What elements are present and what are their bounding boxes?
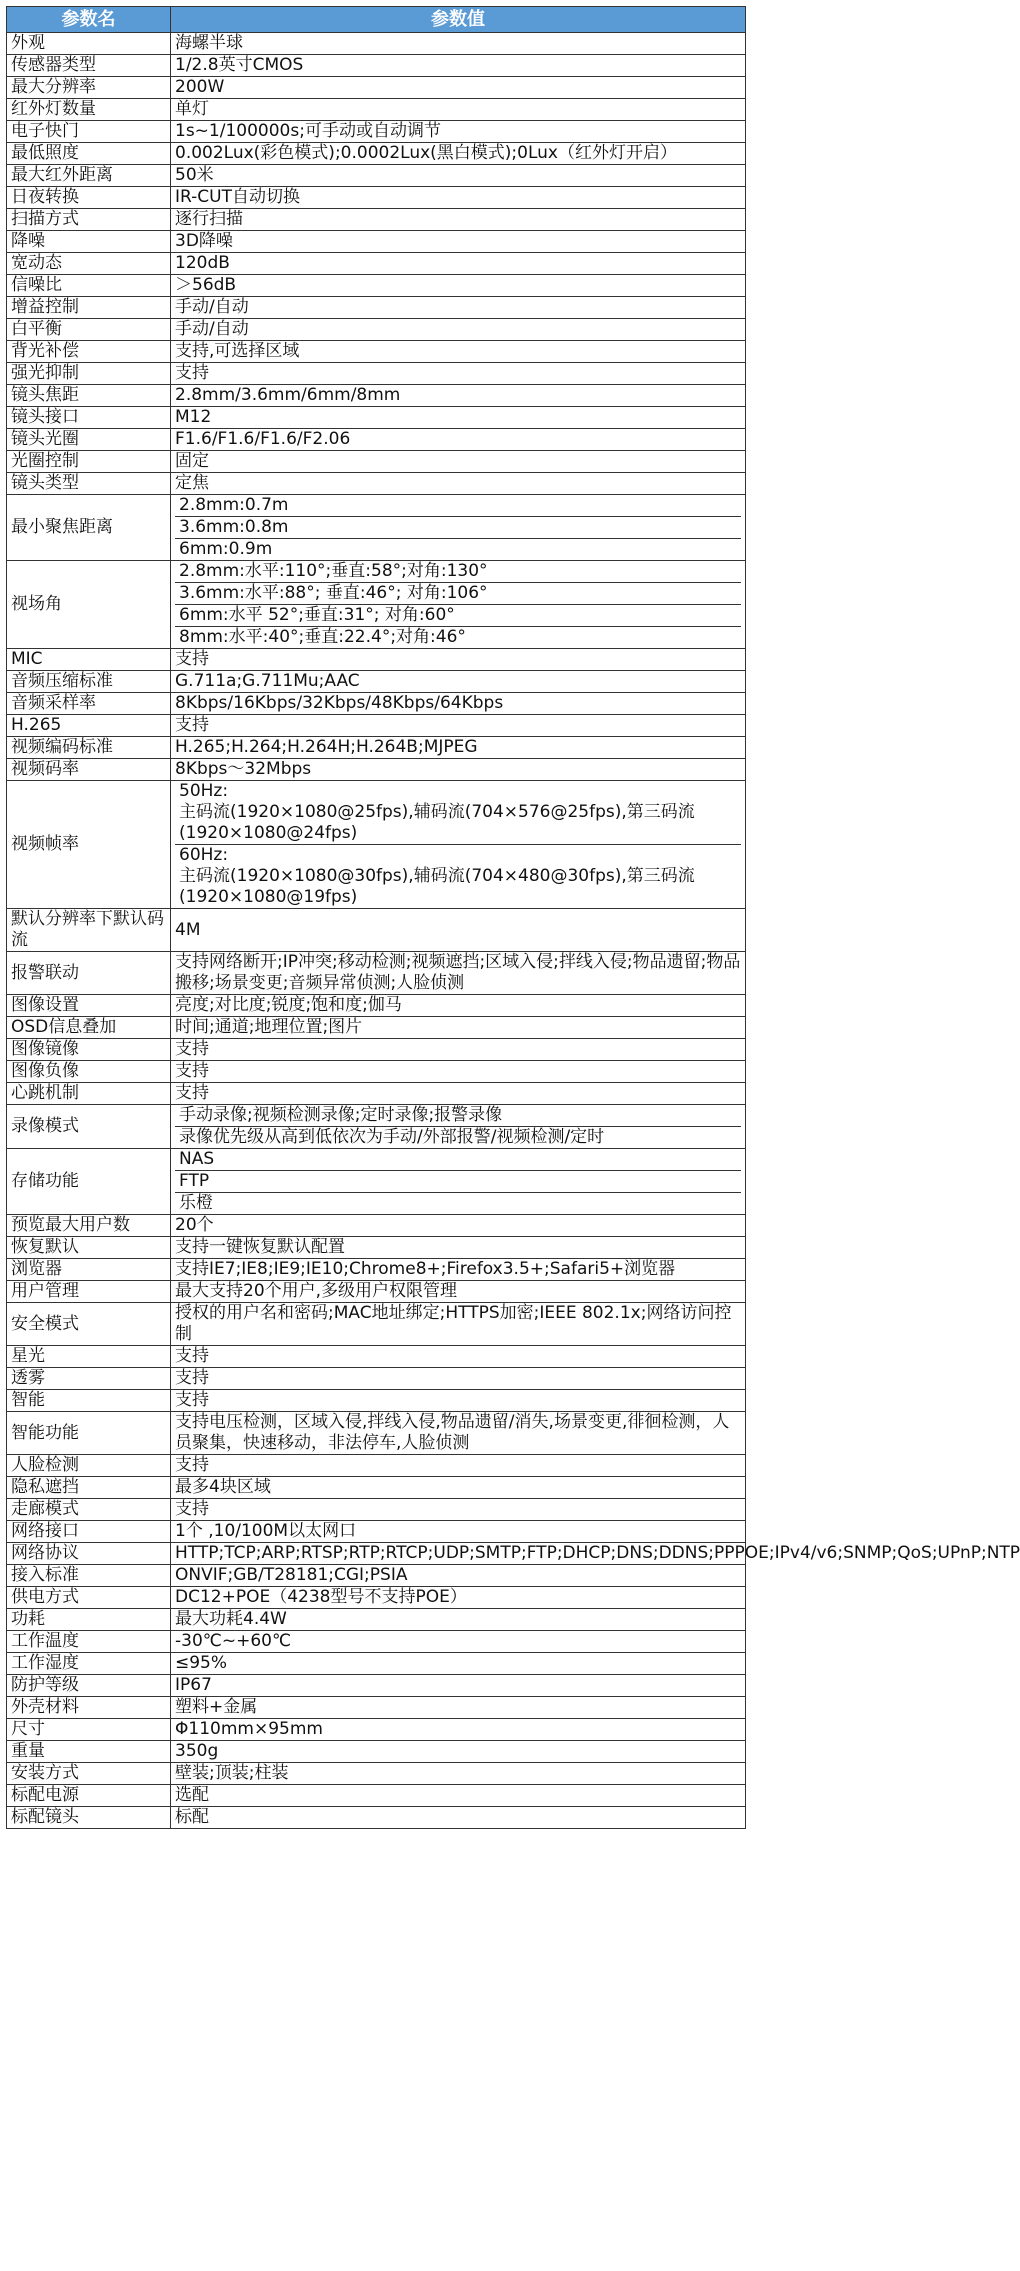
param-name: 信噪比 [7,275,171,297]
param-name: 报警联动 [7,952,171,995]
param-value-line: 海螺半球 [175,33,243,53]
param-value-line: 手动录像;视频检测录像;定时录像;报警录像 [179,1105,503,1125]
param-value-line: 0.002Lux(彩色模式);0.0002Lux(黑白模式);0Lux（红外灯开启） [175,143,677,163]
param-value [171,1807,746,1829]
spec-table [6,6,1020,1829]
param-value-line: 手动/自动 [175,297,249,317]
param-value-line: 支持 [175,649,209,669]
param-value-line: 1s~1/100000s;可手动或自动调节 [175,121,441,141]
param-name: 背光补偿 [7,341,171,363]
table-row [7,1455,746,1477]
table-row [7,473,746,495]
table-row [7,715,746,737]
param-name: 标配电源 [7,1785,171,1807]
param-name: 最大分辨率 [7,77,171,99]
param-value-line: 2.8mm:水平:110°;垂直:58°;对角:130° [179,561,488,581]
param-name: 标配镜头 [7,1807,171,1829]
table-row [7,952,746,995]
param-value [171,33,746,55]
param-name: 网络协议 [7,1543,171,1565]
param-value [171,1303,746,1346]
param-value [171,55,746,77]
param-name: 日夜转换 [7,187,171,209]
param-value [171,1631,746,1653]
param-name: 功耗 [7,1609,171,1631]
param-value-line: 20个 [175,1215,214,1235]
param-name: 最大红外距离 [7,165,171,187]
param-name: 外观 [7,33,171,55]
table-row [7,1215,746,1237]
param-value [171,1609,746,1631]
table-row [7,909,746,952]
table-row [7,1390,746,1412]
param-value-line: IP67 [175,1675,212,1695]
param-value [171,319,746,341]
table-row [7,561,746,649]
table-row [7,1763,746,1785]
param-value-line: 授权的用户名和密码;MAC地址绑定;HTTPS加密;IEEE 802.1x;网络访问控制 [175,1303,732,1344]
param-value [171,693,746,715]
param-value [171,995,746,1017]
param-name: 尺寸 [7,1719,171,1741]
param-value-line: 50米 [175,165,214,185]
param-value [171,1083,746,1105]
table-row [7,995,746,1017]
param-value-line: -30℃~+60℃ [175,1631,292,1651]
param-name: 宽动态 [7,253,171,275]
param-name: 外壳材料 [7,1697,171,1719]
param-value-line: 60Hz: 主码流(1920×1080@30fps),辅码流(704×480@30fps),第三码流(1920×1080@19fps) [175,844,741,908]
param-value [171,1237,746,1259]
param-name: 用户管理 [7,1281,171,1303]
param-value-line: H.265;H.264;H.264H;H.264B;MJPEG [175,737,478,757]
param-value-line: 亮度;对比度;锐度;饱和度;伽马 [175,995,402,1015]
param-value-line: ≤95% [175,1653,228,1673]
param-value [171,1697,746,1719]
param-value [171,341,746,363]
table-row [7,1303,746,1346]
param-value [171,1719,746,1741]
param-name: 镜头接口 [7,407,171,429]
param-value-line: 6mm:0.9m [175,538,741,560]
table-row [7,1741,746,1763]
param-value-line: 2.8mm:0.7m [179,495,289,515]
param-name: 视频码率 [7,759,171,781]
table-row [7,1653,746,1675]
param-value-line: 50Hz: 主码流(1920×1080@25fps),辅码流(704×576@25fps),第三码流(1920×1080@24fps) [179,781,695,843]
table-row [7,253,746,275]
param-name: 接入标准 [7,1565,171,1587]
param-value [171,187,746,209]
table-row [7,341,746,363]
param-value-line: 固定 [175,451,209,471]
param-value [171,715,746,737]
param-value [171,952,746,995]
param-name: 增益控制 [7,297,171,319]
param-value-line: 最多4块区域 [175,1477,271,1497]
param-value-line: NAS [179,1149,215,1169]
table-row [7,319,746,341]
param-value-line: 时间;通道;地理位置;图片 [175,1017,363,1037]
table-row [7,649,746,671]
param-value-line: 选配 [175,1785,209,1805]
param-value [171,781,746,909]
param-value-line: DC12+POE（4238型号不支持POE） [175,1587,467,1607]
table-row [7,143,746,165]
spec-table-body [7,33,1020,1829]
table-row [7,363,746,385]
param-value [171,909,746,952]
param-name: 智能 [7,1390,171,1412]
param-name: 电子快门 [7,121,171,143]
param-value-line: 手动/自动 [175,319,249,339]
param-value-line: IR-CUT自动切换 [175,187,300,207]
param-name: 音频采样率 [7,693,171,715]
table-row [7,781,746,909]
table-row [7,1039,746,1061]
param-value [171,1543,1020,1565]
param-value-line: 3.6mm:0.8m [175,516,741,538]
table-row [7,1017,746,1039]
table-row [7,1565,746,1587]
param-name: 智能功能 [7,1412,171,1455]
param-name: 隐私遮挡 [7,1477,171,1499]
param-value-line: ＞56dB [175,275,237,295]
param-value-line: 壁装;顶装;柱装 [175,1763,289,1783]
param-value-line: 1/2.8英寸CMOS [175,55,304,75]
param-value-line: 8mm:水平:40°;垂直:22.4°;对角:46° [175,626,741,648]
table-row [7,1346,746,1368]
param-value [171,1061,746,1083]
table-row [7,1609,746,1631]
param-name: 最小聚焦距离 [7,495,171,561]
param-name-header: 参数名 [7,7,171,33]
param-value-line: 支持 [175,1390,209,1410]
table-row [7,1105,746,1149]
table-row [7,1543,746,1565]
param-name: 工作温度 [7,1631,171,1653]
param-name: 工作湿度 [7,1653,171,1675]
table-row [7,693,746,715]
param-value [171,759,746,781]
param-value-line: 3.6mm:水平:88°; 垂直:46°; 对角:106° [175,582,741,604]
param-value [171,561,746,649]
param-value-line: 支持 [175,1039,209,1059]
param-value [171,77,746,99]
param-value [171,1281,746,1303]
table-row [7,165,746,187]
param-name: MIC [7,649,171,671]
table-row [7,99,746,121]
param-value [171,1017,746,1039]
param-value-line: 单灯 [175,99,209,119]
param-name: H.265 [7,715,171,737]
table-row [7,121,746,143]
param-value [171,121,746,143]
table-row [7,297,746,319]
param-value-line: FTP [175,1170,741,1192]
param-value [171,1259,746,1281]
table-header-row [7,7,746,33]
param-value-line: 标配 [175,1807,209,1827]
param-value-line: 8Kbps/16Kbps/32Kbps/48Kbps/64Kbps [175,693,504,713]
param-name: 录像模式 [7,1105,171,1149]
param-value [171,165,746,187]
param-value-line: 6mm:水平 52°;垂直:31°; 对角:60° [175,604,741,626]
param-value [171,1215,746,1237]
table-row [7,451,746,473]
param-value-line: 录像优先级从高到低依次为手动/外部报警/视频检测/定时 [175,1126,741,1148]
param-value-line: 支持IE7;IE8;IE9;IE10;Chrome8+;Firefox3.5+;Safari5+浏览器 [175,1259,676,1279]
param-value-line: 3D降噪 [175,231,233,251]
param-value [171,253,746,275]
param-value-line: 支持 [175,363,209,383]
param-value-line: 200W [175,77,225,97]
param-value-line: 支持 [175,1061,209,1081]
table-row [7,1259,746,1281]
table-row [7,187,746,209]
param-value-line: G.711a;G.711Mu;AAC [175,671,360,691]
param-value [171,1785,746,1807]
param-value-line: 逐行扫描 [175,209,243,229]
table-row [7,1237,746,1259]
table-row [7,495,746,561]
param-value [171,1390,746,1412]
param-value-line: 支持 [175,1368,209,1388]
table-row [7,385,746,407]
param-value-line: 2.8mm/3.6mm/6mm/8mm [175,385,401,405]
param-value [171,429,746,451]
param-value [171,671,746,693]
param-name: 镜头类型 [7,473,171,495]
param-value [171,1346,746,1368]
param-name: 安装方式 [7,1763,171,1785]
param-value-line: 支持 [175,1499,209,1519]
param-value [171,385,746,407]
param-value-line: 120dB [175,253,230,273]
param-value-line: 定焦 [175,473,209,493]
param-value-line: F1.6/F1.6/F1.6/F2.06 [175,429,351,449]
table-row [7,1412,746,1455]
param-value [171,1149,746,1215]
table-row [7,1368,746,1390]
param-name: 降噪 [7,231,171,253]
table-row [7,33,746,55]
table-row [7,1083,746,1105]
param-value [171,297,746,319]
param-name: 图像镜像 [7,1039,171,1061]
param-name: 浏览器 [7,1259,171,1281]
param-value-line: 8Kbps～32Mbps [175,759,312,779]
table-row [7,1675,746,1697]
param-value-line: 支持 [175,1346,209,1366]
param-value-line: 塑料+金属 [175,1697,258,1717]
param-name: 镜头焦距 [7,385,171,407]
param-value [171,99,746,121]
table-row [7,1477,746,1499]
param-value [171,495,746,561]
param-name: 白平衡 [7,319,171,341]
param-value [171,451,746,473]
param-name: 最低照度 [7,143,171,165]
param-value [171,1565,746,1587]
param-value [171,1587,746,1609]
param-value-line: Φ110mm×95mm [175,1719,323,1739]
param-value [171,209,746,231]
param-value [171,1741,746,1763]
param-name: 传感器类型 [7,55,171,77]
table-row [7,737,746,759]
param-value-line: 支持,可选择区域 [175,341,300,361]
param-value-line: 支持 [175,1083,209,1103]
param-value [171,1455,746,1477]
param-value [171,649,746,671]
table-row [7,1521,746,1543]
table-row [7,77,746,99]
table-row [7,1149,746,1215]
param-value [171,1368,746,1390]
param-value [171,473,746,495]
param-name: 防护等级 [7,1675,171,1697]
table-row [7,55,746,77]
param-value [171,1039,746,1061]
table-row [7,1631,746,1653]
param-name: 星光 [7,1346,171,1368]
param-value-line: 350g [175,1741,219,1761]
param-name: 视场角 [7,561,171,649]
param-name: 供电方式 [7,1587,171,1609]
table-row [7,209,746,231]
param-value [171,407,746,429]
param-value-line: 最大支持20个用户,多级用户权限管理 [175,1281,458,1301]
param-name: 透雾 [7,1368,171,1390]
table-row [7,231,746,253]
param-name: 视频编码标准 [7,737,171,759]
table-row [7,671,746,693]
table-row [7,1807,746,1829]
param-value-line: HTTP;TCP;ARP;RTSP;RTP;RTCP;UDP;SMTP;FTP;DHCP;DNS;DDNS;PPPOE;IPv4/v6;SNMP;QoS;UPnP;NTP [175,1543,1020,1563]
table-row [7,1281,746,1303]
table-row [7,1719,746,1741]
param-name: 安全模式 [7,1303,171,1346]
param-value [171,1653,746,1675]
param-name: 视频帧率 [7,781,171,909]
param-value [171,1105,746,1149]
param-value-line: ONVIF;GB/T28181;CGI;PSIA [175,1565,408,1585]
param-value [171,1499,746,1521]
param-name: 扫描方式 [7,209,171,231]
param-value [171,1675,746,1697]
param-name: 心跳机制 [7,1083,171,1105]
param-value [171,1412,746,1455]
param-value-line: 支持电压检测，区域入侵,拌线入侵,物品遗留/消失,场景变更,徘徊检测，人员聚集，快速移动，非法停车,人脸侦测 [175,1412,730,1453]
param-value [171,1477,746,1499]
param-value [171,231,746,253]
param-name: 恢复默认 [7,1237,171,1259]
table-row [7,759,746,781]
param-value-line: 支持网络断开;IP冲突;移动检测;视频遮挡;区域入侵;拌线入侵;物品遗留;物品搬移;场景变更;音频异常侦测;人脸侦测 [175,952,741,993]
param-value-line: 最大功耗4.4W [175,1609,287,1629]
param-value [171,737,746,759]
param-name: 光圈控制 [7,451,171,473]
table-row [7,1587,746,1609]
param-name: 预览最大用户数 [7,1215,171,1237]
param-value [171,1763,746,1785]
param-value-line: 支持一键恢复默认配置 [175,1237,345,1257]
param-name: 红外灯数量 [7,99,171,121]
table-row [7,275,746,297]
param-value-line: 乐橙 [175,1192,741,1214]
param-value-header: 参数值 [171,7,746,33]
param-value [171,143,746,165]
table-row [7,1061,746,1083]
table-row [7,1499,746,1521]
param-name: 重量 [7,1741,171,1763]
table-row [7,407,746,429]
table-row [7,1785,746,1807]
param-name: 默认分辨率下默认码流 [7,909,171,952]
param-value-line: 支持 [175,1455,209,1475]
param-value [171,363,746,385]
param-value-line: 4M [175,919,201,940]
table-row [7,1697,746,1719]
param-value-line: M12 [175,407,212,427]
param-name: 强光抑制 [7,363,171,385]
param-name: OSD信息叠加 [7,1017,171,1039]
param-name: 网络接口 [7,1521,171,1543]
param-name: 音频压缩标准 [7,671,171,693]
param-name: 人脸检测 [7,1455,171,1477]
param-value [171,1521,746,1543]
table-row [7,429,746,451]
param-name: 存储功能 [7,1149,171,1215]
param-name: 图像设置 [7,995,171,1017]
param-value [171,275,746,297]
param-name: 图像负像 [7,1061,171,1083]
param-name: 走廊模式 [7,1499,171,1521]
param-name: 镜头光圈 [7,429,171,451]
param-value-line: 1个 ,10/100M以太网口 [175,1521,357,1541]
param-value-line: 支持 [175,715,209,735]
